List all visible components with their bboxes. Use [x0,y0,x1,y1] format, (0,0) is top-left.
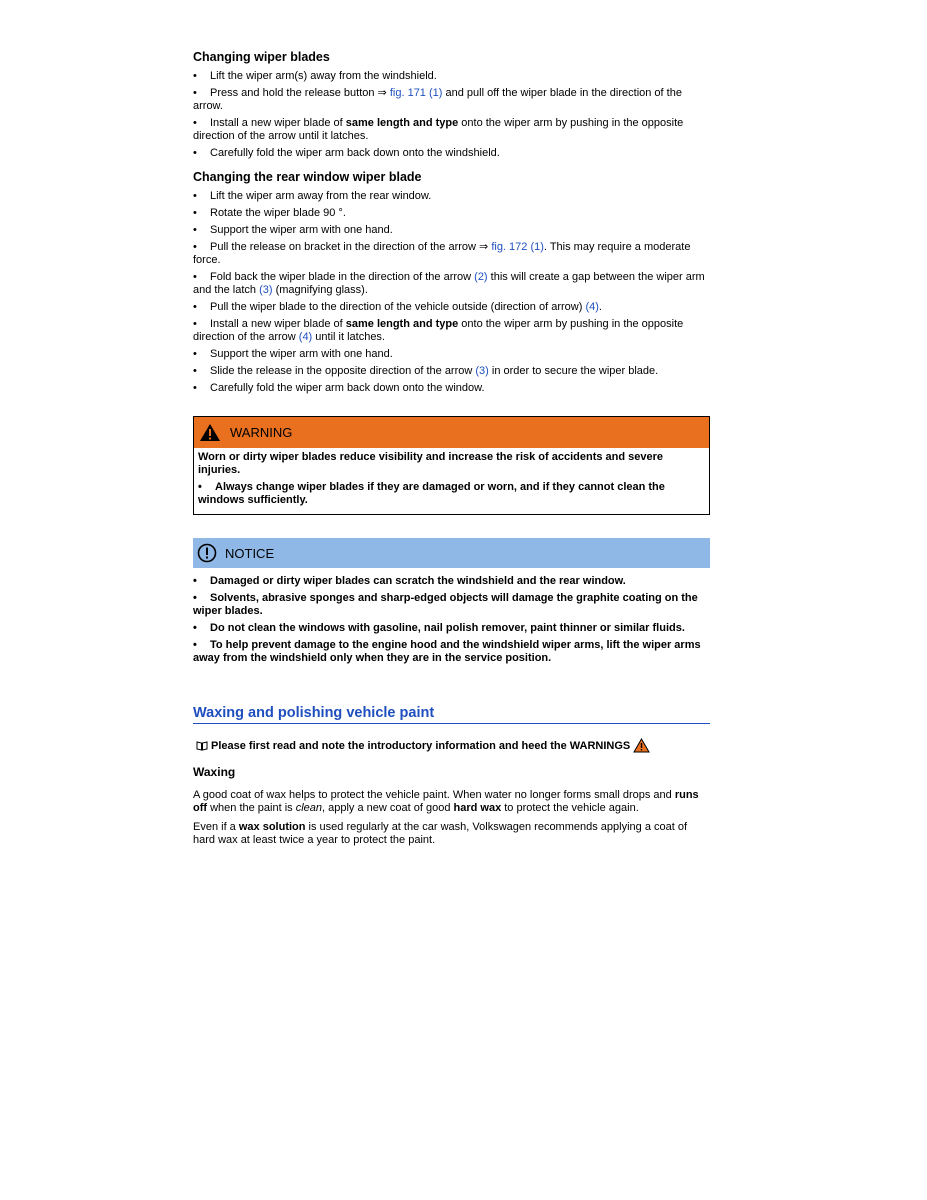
list-item: • Install a new wiper blade of same length and type onto the wiper arm by pushing in the opposite direction of the arrow (4) until it latches. [193,318,684,343]
warning-triangle-icon [633,738,650,753]
callout-link[interactable]: (3) [475,365,489,377]
list-item: • Fold back the wiper blade in the direction of the arrow (2) this will create a gap between the wiper arm and the latch (3) (magnifying glass). [193,271,705,296]
waxing-paragraph-1: A good coat of wax helps to protect the vehicle paint. When water no longer forms small drops and runs off when the paint is clean, apply a new coat of good hard wax to protect the vehicle again. [193,789,699,814]
notice-title: NOTICE [225,545,275,561]
heading-waxing: Waxing [193,765,236,779]
list-item: • To help prevent damage to the engine hood and the windshield wiper arms, lift the wiper arms away from the windshield only when they are in the service position. [193,639,701,664]
list-item: • Carefully fold the wiper arm back down onto the window. [193,382,485,394]
list-item: • Damaged or dirty wiper blades can scratch the windshield and the rear window. [193,575,626,587]
notice-body [193,568,710,665]
list-item: • Support the wiper arm with one hand. [193,224,393,236]
figure-link[interactable]: fig. 172 (1) [491,241,544,253]
warning-title: WARNING [230,425,293,440]
list-item: • Lift the wiper arm away from the rear window. [193,190,432,202]
exclamation-circle-icon [197,543,217,563]
wiper-blade-steps [193,70,710,160]
figure-link[interactable]: fig. 171 (1) [389,87,443,99]
notice-box [193,538,710,665]
warning-header [194,417,709,448]
book-icon [196,741,208,751]
list-item: • Slide the release in the opposite direction of the arrow (3) in order to secure the wiper blade. [193,365,659,377]
document-page [193,50,710,847]
list-item: • Lift the wiper arm(s) away from the windshield. [193,70,437,82]
warning-box [193,416,710,515]
waxing-paragraph-2: Even if a wax solution is used regularly at the car wash, Volkswagen recommends applying a coat of hard wax at least twice a year to protect the paint. [193,821,688,846]
list-item: • Carefully fold the wiper arm back down onto the windshield. [193,147,500,159]
list-item: • Rotate the wiper blade 90 °. [193,207,346,219]
callout-link[interactable]: (3) [259,284,273,296]
notice-header [193,538,710,568]
callout-link[interactable]: (4) [298,331,313,343]
warning-bullet: • Always change wiper blades if they are damaged or worn, and if they cannot clean the windows sufficiently. [198,481,665,506]
heading-changing-wiper-blades: Changing wiper blades [193,50,330,64]
list-item: • Pull the wiper blade to the direction of the vehicle outside (direction of arrow) (4). [193,301,602,313]
list-item: • Do not clean the windows with gasoline, nail polish remover, paint thinner or similar fluids. [193,622,685,634]
list-item: • Support the wiper arm with one hand. [193,348,393,360]
warning-body [194,448,709,514]
callout-link[interactable]: (4) [585,301,599,313]
list-item: • Press and hold the release button ⇒ fig. 171 (1) and pull off the wiper blade in the direction of the arrow. [193,87,682,112]
warning-text: Worn or dirty wiper blades reduce visibility and increase the risk of accidents and severe injuries. [198,451,664,476]
read-first-note: Please first read and note the introductory information and heed the WARNINGS [193,738,710,753]
section-title-waxing: Waxing and polishing vehicle paint [193,705,710,724]
list-item: • Install a new wiper blade of same length and type onto the wiper arm by pushing in the opposite direction of the arrow until it latches. [193,117,684,142]
callout-link[interactable]: (2) [474,271,488,283]
rear-wiper-steps [193,190,710,395]
warning-triangle-icon [199,423,221,442]
heading-rear-wiper-blade: Changing the rear window wiper blade [193,170,422,184]
list-item: • Pull the release on bracket in the direction of the arrow ⇒ fig. 172 (1). This may require a moderate force. [193,241,691,266]
list-item: • Solvents, abrasive sponges and sharp-edged objects will damage the graphite coating on the wiper blades. [193,592,698,617]
